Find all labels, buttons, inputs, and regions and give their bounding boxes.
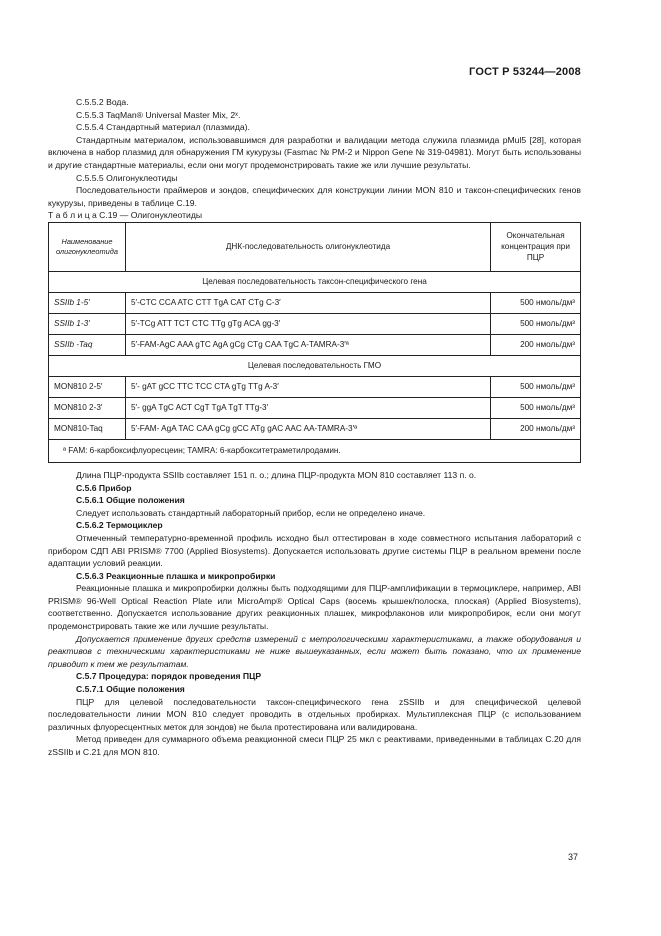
oligo-name: SSIIb 1-3′	[49, 313, 126, 334]
table-row	[49, 334, 581, 355]
oligo-name: SSIIb -Taq	[49, 334, 126, 355]
oligo-sequence: 5′- gAT gCC TTC TCC CTA gTg TTg A-3′	[125, 376, 490, 397]
oligo-concentration: 500 нмоль/дм³	[491, 292, 581, 313]
paragraph-other-equipment: Допускается применение других средств измерений с метрологическими характеристиками, а также оборудования и реактивов с техническими характеристиками не ниже вышеуказанных, если может быть показано, что их применение приводит к тем же результатам.	[48, 633, 581, 669]
table-row	[49, 376, 581, 397]
table-row	[49, 418, 581, 439]
header-sequence: ДНК-последовательность олигонуклеотида	[125, 222, 490, 271]
paragraph-pcr-length: Длина ПЦР-продукта SSIIb составляет 151 п. о.; длина ПЦР-продукта MON 810 составляет 113 п. о.	[76, 469, 477, 480]
table-footnote-row	[49, 439, 581, 462]
oligo-sequence: 5′-FAM-AgC AAA gTC AgA gCg CTg CAA TgC A-TAMRA-3′ª	[125, 334, 490, 355]
table-row	[49, 397, 581, 418]
heading-5-6-1: С.5.6.1 Общие положения	[76, 495, 185, 506]
table-caption: Т а б л и ц а С.19 — Олигонуклеотиды	[48, 210, 203, 221]
section-title-gmo: Целевая последовательность ГМО	[49, 355, 581, 376]
table-header-row	[49, 222, 581, 271]
heading-5-7: С.5.7 Процедура: порядок проведения ПЦР	[76, 671, 262, 682]
oligo-sequence: 5′-FAM- AgA TAC CAA gCg gCC ATg gAC AAC AA-TAMRA-3′ª	[125, 418, 490, 439]
paragraph-pcr-procedure: ПЦР для целевой последовательности таксон-специфического гена zSSIIb и для специфической целевой последовательности линии MON 810 следует проводить в отдельных пробирках. Мультиплексная ПЦР (с использованием различных флуоресцентных меток для зондов) не была протестирована или валидирована.	[48, 696, 581, 732]
oligo-concentration: 200 нмоль/дм³	[491, 334, 581, 355]
heading-5-6: С.5.6 Прибор	[76, 482, 132, 493]
main-content	[48, 96, 581, 759]
heading-5-6-2: С.5.6.2 Термоциклер	[76, 520, 163, 531]
paragraph-method-volume: Метод приведен для суммарного объема реакционной смеси ПЦР 25 мкл с реактивами, приведенными в таблицах С.20 для zSSIIb и С.21 для MON 810.	[48, 734, 581, 757]
paragraph-standard-material: Стандартным материалом, использовавшимся для разработки и валидации метода служила плазмида pMul5 [28], которая включена в набор плазмид для обнаружения ГМ кукурузы (Fasmac № PM-2 и Nippon Gene № 319-04981). Могут быть использованы и другие стандартные материалы, если они могут продемонстрировать такие же или лучшие результаты.	[48, 134, 581, 170]
clause-5-5-2: С.5.5.2 Вода.	[76, 97, 129, 107]
oligo-sequence: 5′-TCg ATT TCT CTC TTg gTg ACA gg-3′	[125, 313, 490, 334]
paragraph-sequences: Последовательности праймеров и зондов, специфических для конструкции линии MON 810 и таксон-специфических генов кукурузы, приведены в таблице С.19.	[48, 185, 581, 208]
page-number: 37	[568, 852, 579, 862]
oligo-sequence: 5′- ggA TgC ACT CgT TgA TgT TTg-3′	[125, 397, 490, 418]
paragraph-plates: Реакционные плашка и микропробирки должны быть подходящими для ПЦР-амплификации в термоциклере, например, ABI PRISM® 96-Well Optical Reaction Plate или MicroAmp® Optical Caps (восемь крышек/полоска, плоская) (Applied Biosystems), соответственно. Допускается использование других реакционных плашек, микрофлаконов или микропробирок, если они могут продемонстрировать такие же или лучшие результаты.	[48, 583, 581, 632]
oligo-name: MON810-Taq	[49, 418, 126, 439]
oligo-sequence: 5′-CTC CCA ATC CTT TgA CAT CTg C-3′	[125, 292, 490, 313]
oligo-concentration: 500 нмоль/дм³	[491, 313, 581, 334]
oligo-concentration: 500 нмоль/дм³	[491, 376, 581, 397]
table-row	[49, 313, 581, 334]
oligo-name: MON810 2-5′	[49, 376, 126, 397]
clause-5-5-5: С.5.5.5 Олигонуклеотиды	[76, 172, 178, 183]
oligo-name: MON810 2-3′	[49, 397, 126, 418]
paragraph-thermocycler: Отмеченный температурно-временной профиль исходно был оттестирован в ходе совместного испытания лабораторий с прибором СДП ABI PRISM® 7700 (Applied Biosystems). Допускается использовать другие системы ПЦР в реальном времени после адаптации условий реакции.	[48, 532, 581, 569]
section-row-taxon	[49, 271, 581, 292]
oligo-concentration: 200 нмоль/дм³	[491, 418, 581, 439]
heading-5-7-1: С.5.7.1 Общие положения	[76, 684, 185, 695]
paragraph-equipment: Следует использовать стандартный лабораторный прибор, если не определено иначе.	[76, 507, 426, 518]
oligonucleotide-table	[48, 222, 581, 463]
table-row	[49, 292, 581, 313]
table-footnote: ª FAM: 6-карбоксифлуоресцеин; TAMRA: 6-карбокситетраметилродамин.	[49, 439, 581, 462]
clause-5-5-4: С.5.5.4 Стандартный материал (плазмида).	[76, 122, 250, 133]
heading-5-6-3: С.5.6.3 Реакционные плашка и микропробирки	[76, 570, 276, 581]
header-name: Наименование олигонуклеотида	[49, 222, 126, 271]
section-title-taxon: Целевая последовательность таксон-специфического гена	[49, 271, 581, 292]
section-row-gmo	[49, 355, 581, 376]
header-concentration: Окончательная концентрация при ПЦР	[491, 222, 581, 271]
oligo-concentration: 500 нмоль/дм³	[491, 397, 581, 418]
document-header: ГОСТ Р 53244—2008	[469, 66, 581, 78]
clause-5-5-3: С.5.5.3 TaqMan® Universal Master Mix, 2ˣ.	[76, 109, 241, 120]
oligo-name: SSIIb 1-5′	[49, 292, 126, 313]
